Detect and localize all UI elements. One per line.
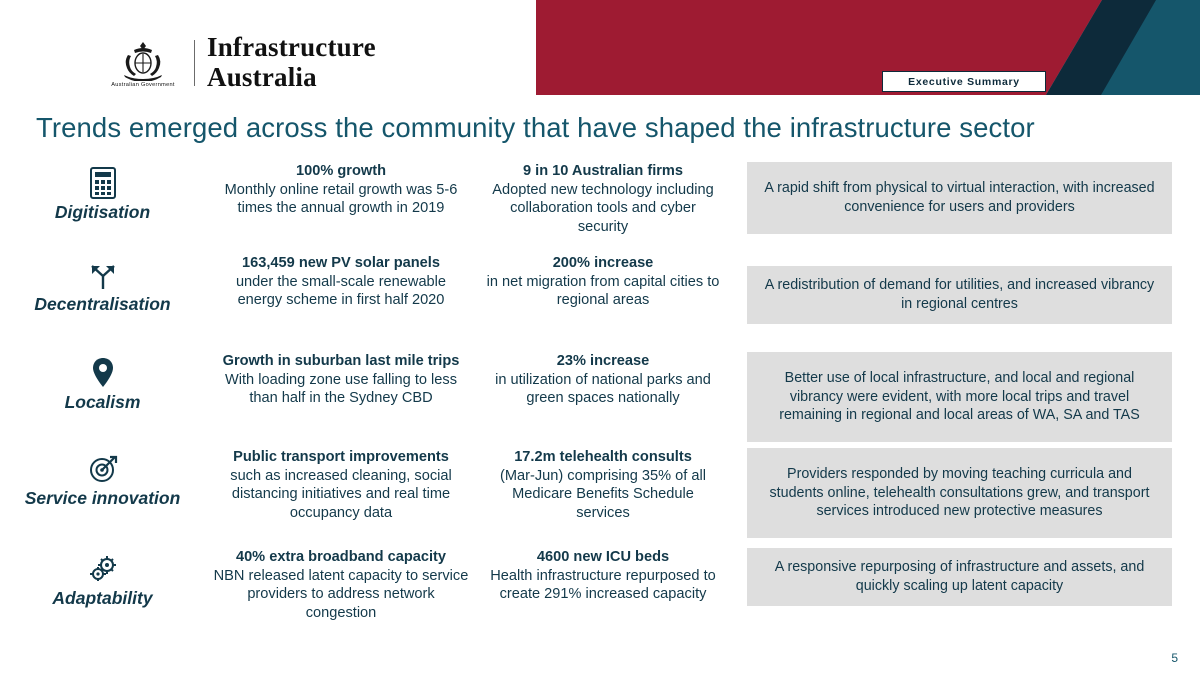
table-row	[0, 548, 1200, 644]
trends-grid	[0, 162, 1200, 644]
stat-cell-1	[205, 448, 477, 523]
outcome-text: A rapid shift from physical to virtual interaction, with increased convenience for users and providers	[747, 162, 1172, 234]
gears-icon	[86, 552, 120, 586]
organisation-name	[207, 34, 376, 91]
stat-detail: (Mar-Jun) comprising 35% of all Medicare Benefits Schedule services	[499, 467, 706, 522]
executive-summary-tag	[882, 71, 1046, 92]
stat-headline: 100% growth	[295, 163, 386, 179]
page-number: 5	[1171, 651, 1178, 665]
stat-detail: in net migration from capital cities to regional areas	[486, 273, 720, 309]
row-category	[0, 162, 205, 222]
category-label: Digitisation	[54, 202, 151, 222]
page-title: Trends emerged across the community that have shaped the infrastructure sector	[36, 112, 1035, 143]
outcome-text: Providers responded by moving teaching curricula and students online, telehealth consultations grew, and transport services introduced new protective measures	[747, 448, 1172, 538]
outcome-cell	[729, 254, 1200, 324]
stat-cell-2	[477, 448, 729, 523]
executive-summary-label: Executive Summary	[908, 75, 1020, 88]
australian-coat-of-arms-icon	[100, 38, 186, 88]
map-pin-icon	[91, 356, 115, 390]
logo-divider	[194, 40, 195, 86]
stat-headline: 163,459 new PV solar panels	[242, 255, 440, 271]
stat-detail: With loading zone use falling to less than half in the Sydney CBD	[224, 371, 457, 407]
logo	[100, 34, 376, 91]
outcome-cell	[729, 548, 1200, 606]
stat-cell-2	[477, 352, 729, 408]
stat-detail: such as increased cleaning, social distancing initiatives and real time occupancy data	[230, 467, 452, 522]
stat-headline: 4600 new ICU beds	[536, 549, 670, 565]
outcome-cell	[729, 448, 1200, 538]
stat-headline: 9 in 10 Australian firms	[522, 163, 684, 179]
stat-cell-1	[205, 162, 477, 218]
stat-detail: Adopted new technology including collaboration tools and cyber security	[492, 181, 714, 236]
outcome-text: Better use of local infrastructure, and local and regional vibrancy were evident, with more local trips and travel remaining in regional and local areas of WA, SA and TAS	[747, 352, 1172, 442]
organisation-name-line1: Infrastructure	[207, 32, 376, 62]
row-category	[0, 254, 205, 314]
calculator-icon	[90, 166, 116, 200]
row-category	[0, 352, 205, 412]
table-row	[0, 448, 1200, 548]
outcome-text: A responsive repurposing of infrastructure and assets, and quickly scaling up latent capacity	[747, 548, 1172, 606]
outcome-cell	[729, 162, 1200, 234]
stat-headline: 23% increase	[556, 353, 650, 369]
outcome-cell	[729, 352, 1200, 442]
table-row	[0, 352, 1200, 448]
outcome-text: A redistribution of demand for utilities, and increased vibrancy in regional centres	[747, 266, 1172, 324]
crest-caption: Australian Government	[111, 81, 175, 88]
stat-headline: Growth in suburban last mile trips	[222, 353, 460, 369]
stat-cell-2	[477, 548, 729, 604]
target-arrow-icon	[88, 452, 118, 486]
stat-cell-1	[205, 548, 477, 623]
stat-detail: Monthly online retail growth was 5-6 times the annual growth in 2019	[224, 181, 458, 217]
category-label: Adaptability	[52, 588, 153, 608]
stat-headline: 200% increase	[552, 255, 654, 271]
stat-headline: Public transport improvements	[233, 449, 449, 465]
row-category	[0, 448, 205, 508]
stat-detail: Health infrastructure repurposed to create 291% increased capacity	[490, 567, 716, 603]
stat-headline: 17.2m telehealth consults	[514, 449, 692, 465]
table-row	[0, 162, 1200, 254]
category-label: Decentralisation	[34, 294, 171, 314]
category-label: Localism	[64, 392, 141, 412]
stat-cell-2	[477, 162, 729, 237]
category-label: Service innovation	[24, 488, 181, 508]
branching-arrows-icon	[86, 258, 120, 292]
organisation-name-line2: Australia	[207, 62, 317, 92]
stat-cell-2	[477, 254, 729, 310]
table-row	[0, 254, 1200, 352]
stat-cell-1	[205, 352, 477, 408]
stat-cell-1	[205, 254, 477, 310]
stat-headline: 40% extra broadband capacity	[235, 549, 447, 565]
stat-detail: NBN released latent capacity to service providers to address network congestion	[213, 567, 469, 622]
stat-detail: in utilization of national parks and green spaces nationally	[495, 371, 711, 407]
row-category	[0, 548, 205, 608]
stat-detail: under the small-scale renewable energy scheme in first half 2020	[235, 273, 447, 309]
